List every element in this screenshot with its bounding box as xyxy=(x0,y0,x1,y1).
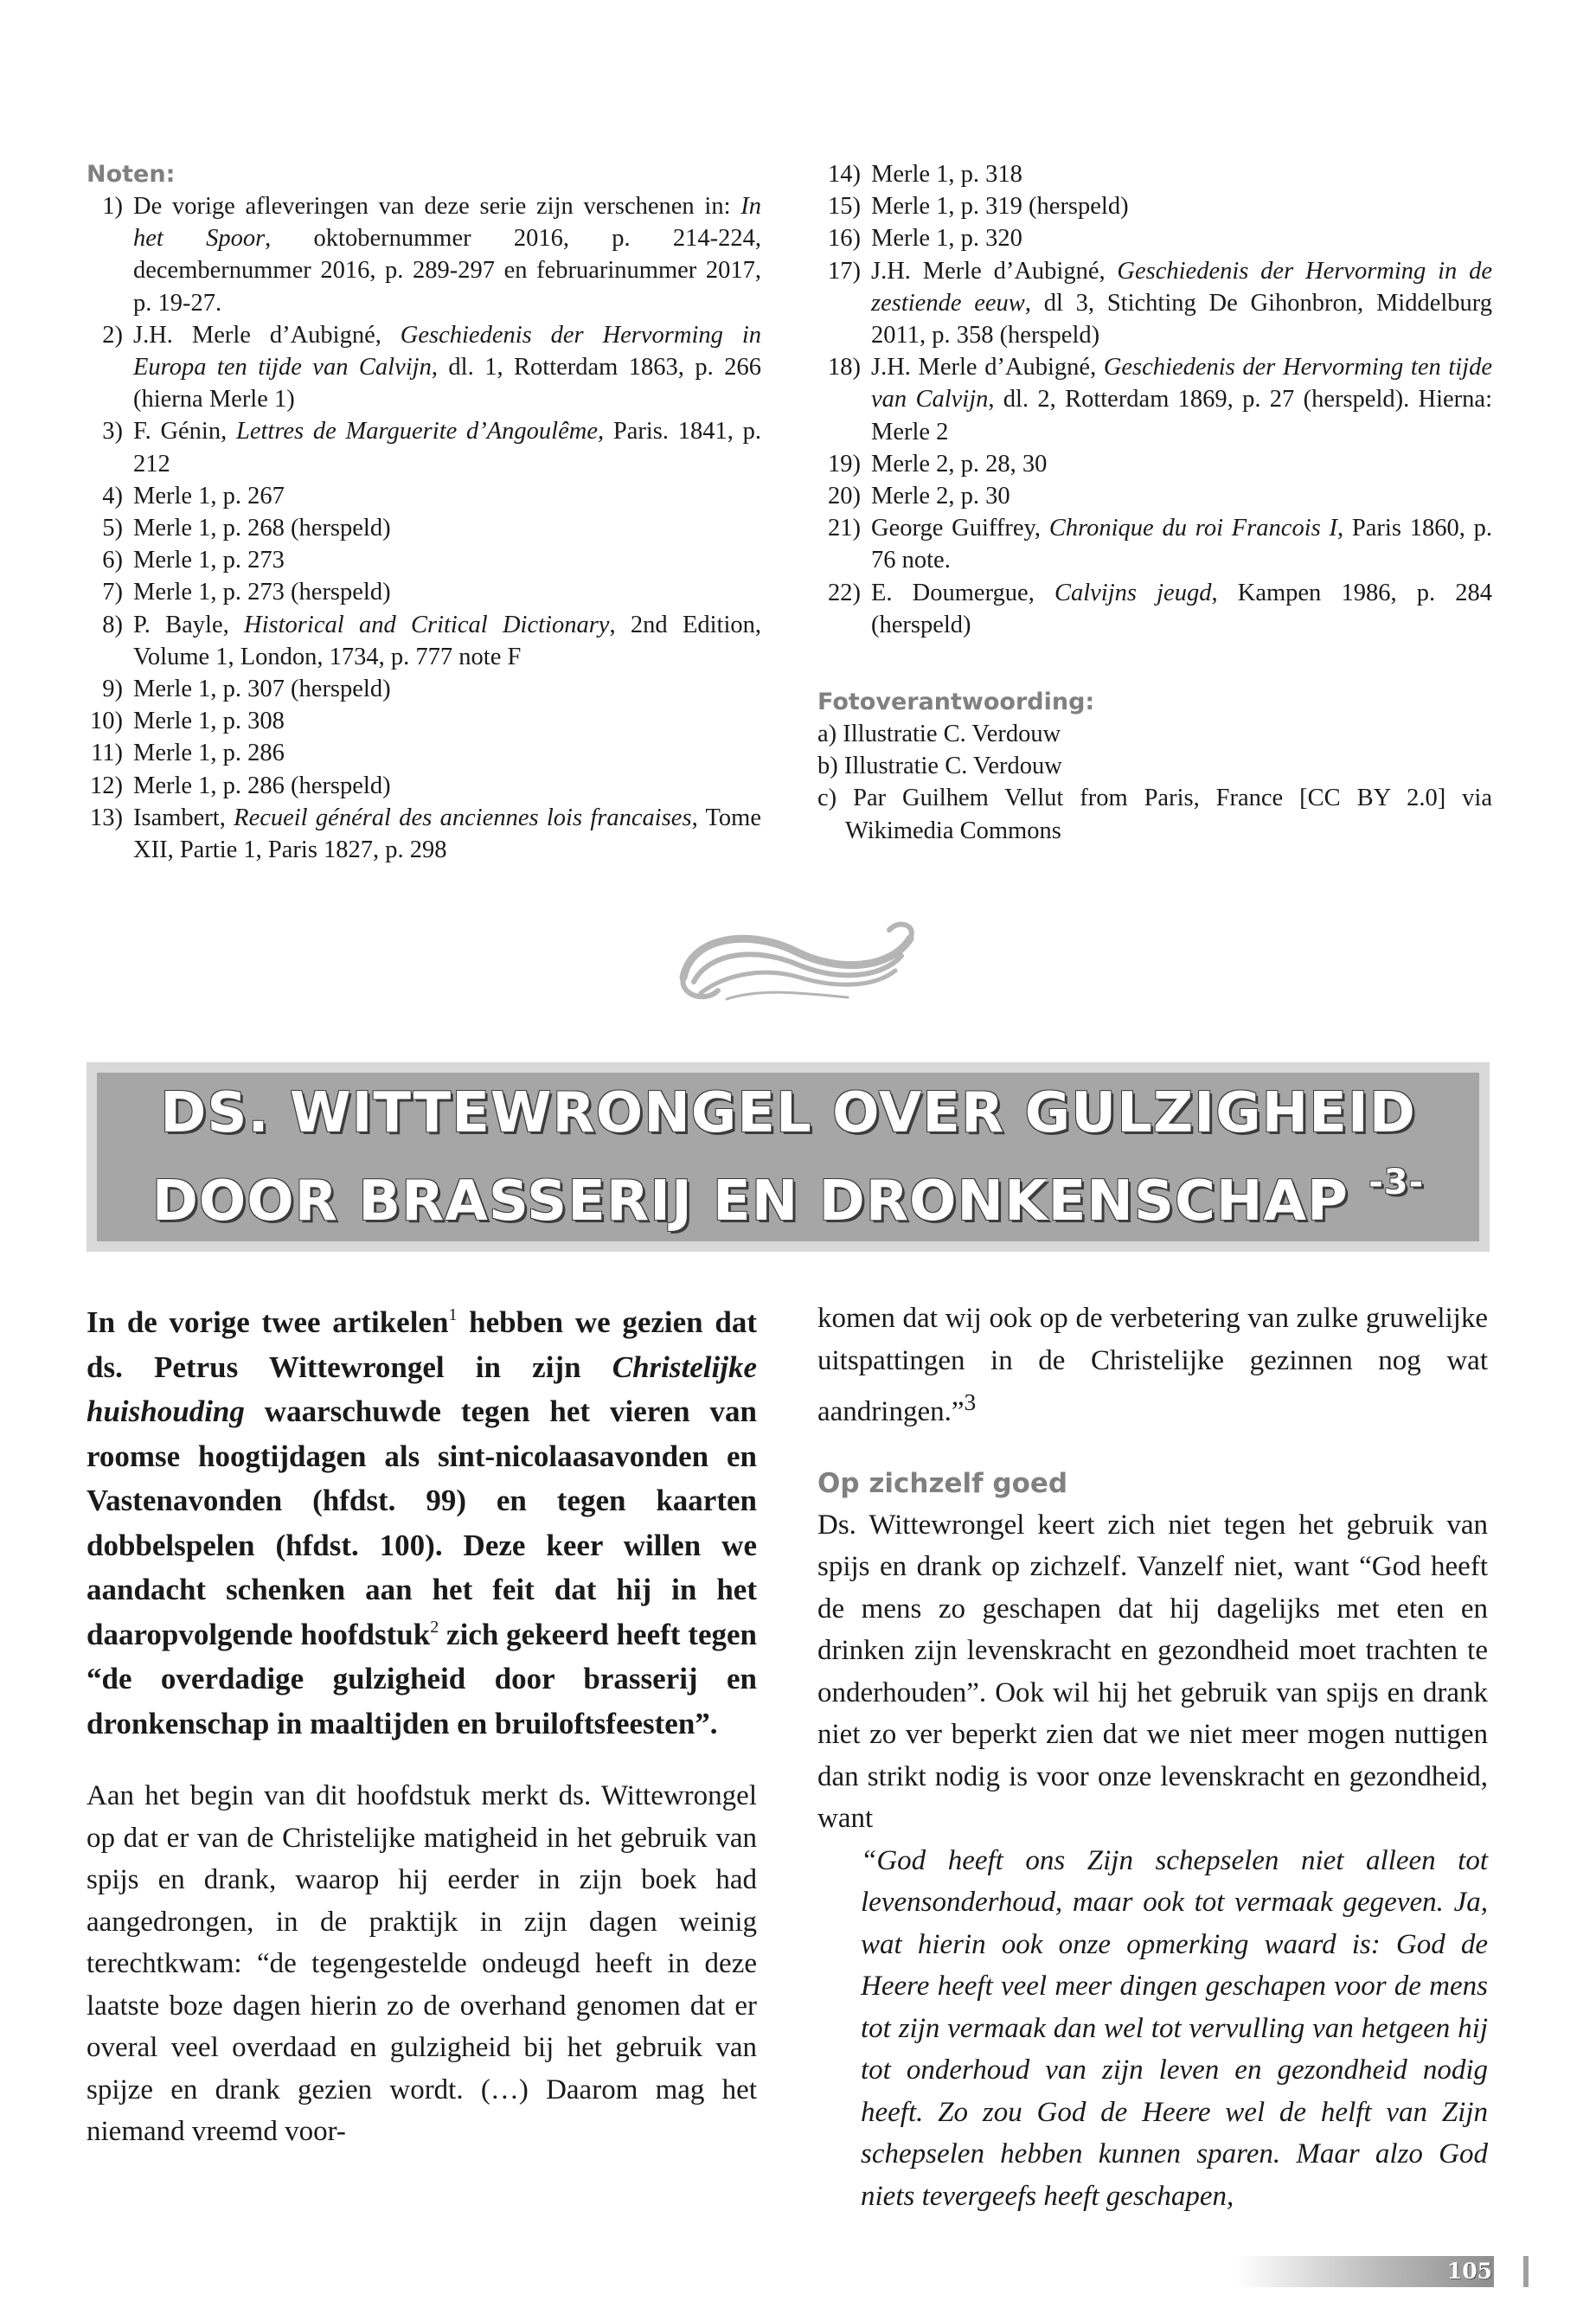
text-run: P. Bayle, xyxy=(133,611,245,638)
note-text xyxy=(871,351,1492,448)
text-run: George Guiffrey, xyxy=(871,515,1049,542)
note-text xyxy=(871,448,1492,480)
text-run: , oktobernummer 2016, p. 214-224, decembernummer 2016, p. 289-297 en februarinummer 2017, p. 19-27. xyxy=(133,225,761,317)
text-run: J.H. Merle d’Aubigné, xyxy=(133,321,401,349)
note-text xyxy=(871,158,1492,190)
page-number: 105 xyxy=(1446,2259,1492,2284)
note-number: 18) xyxy=(828,354,861,381)
note-item xyxy=(87,190,761,319)
credits-heading: Fotoverantwoording: xyxy=(817,689,1095,716)
note-number: 1) xyxy=(102,193,123,220)
note-text xyxy=(133,190,761,319)
note-number: 16) xyxy=(828,225,861,253)
text-run: Merle 1, p. 286 xyxy=(133,740,285,767)
note-item xyxy=(87,770,761,802)
text-run: Merle 1, p. 320 xyxy=(871,225,1022,253)
section-subheading: Op zichzelf goed xyxy=(817,1467,1068,1499)
note-item xyxy=(817,577,1492,641)
credit-item: b) Illustratie C. Verdouw xyxy=(817,753,1062,780)
note-text xyxy=(871,190,1492,222)
article-paragraph: Ds. Wittewrongel keert zich niet tegen het gebruik van spijs en drank op zichzelf. Vanzelf niet, want “God heeft de mens zo geschapen dat hij dagelijks met eten en drinken zijn levenskracht en gezondheid moet trachten te onderhouden”. Ook wil hij het gebruik van spijs en drank niet zo ver beperkt zien dat we niet meer mogen nuttigen dan strikt nodig is voor onze levenskracht en gezondheid, want xyxy=(817,1509,1488,1834)
text-run: E. Doumergue, xyxy=(871,579,1054,606)
note-number: 14) xyxy=(828,161,861,188)
title-line-2 xyxy=(152,1148,1425,1236)
note-number: 15) xyxy=(828,193,861,221)
text-run: J.H. Merle d’Aubigné, xyxy=(871,257,1118,285)
credit-item: a) Illustratie C. Verdouw xyxy=(817,721,1061,748)
article-title xyxy=(97,1073,1479,1241)
photo-credits xyxy=(817,686,1492,847)
note-number: 13) xyxy=(90,804,123,831)
note-number: 7) xyxy=(102,579,123,606)
note-item xyxy=(87,319,761,416)
note-item xyxy=(87,480,761,512)
note-text xyxy=(871,480,1492,512)
note-text xyxy=(133,415,761,479)
text-run: Merle 2, p. 30 xyxy=(871,483,1010,510)
note-item xyxy=(817,351,1492,448)
note-text xyxy=(133,576,761,608)
credit-item: c) Par Guilhem Vellut from Paris, France [CC BY 2.0] via Wikimedia Commons xyxy=(817,785,1492,844)
text-run: In de vorige twee artikelen xyxy=(87,1305,449,1339)
notes-right-column xyxy=(817,158,1492,847)
note-number: 11) xyxy=(91,740,123,767)
text-run: Merle 1, p. 267 xyxy=(133,482,285,510)
note-item xyxy=(87,576,761,608)
note-number: 9) xyxy=(102,676,123,703)
note-item xyxy=(817,480,1492,512)
note-item xyxy=(87,512,761,544)
article-right-column xyxy=(817,1298,1488,2217)
text-run: , 2nd Edition, Volume 1, London, 1734, p. 777 note F xyxy=(133,611,761,670)
italic-text: Geschiedenis der Hervorming ten tijde van Calvijn xyxy=(871,354,1492,413)
note-number: 12) xyxy=(90,772,123,799)
footnote-marker: 1 xyxy=(448,1305,458,1324)
note-text xyxy=(871,222,1492,254)
article-paragraph: Aan het begin van dit hoofdstuk merkt ds. Wittewrongel op dat er van de Christelijke matigheid in het gebruik van spijs en drank, waarop hij eerder in zijn boek had aangedrongen, in de praktijk in zijn dagen weinig terechtkwam: “de tegengestelde ondeugd heeft in deze laatste boze dagen hierin zo de overhand genomen dat er overal veel overdaad en gulzigheid bij het gebruik van spijze en drank gezien wordt. (…) Daarom mag het niemand vreemd voor- xyxy=(87,1780,757,2147)
text-run: Merle 1, p. 307 (herspeld) xyxy=(133,676,391,703)
note-item xyxy=(817,190,1492,222)
note-item xyxy=(87,673,761,705)
text-run: J.H. Merle d’Aubigné, xyxy=(871,354,1104,381)
article-left-column xyxy=(87,1300,757,2153)
note-number: 5) xyxy=(102,515,123,542)
text-run: zich gekeerd heeft tegen “de overdadige gulzigheid door brasserij en dronkenschap in maaltijden en bruiloftsfeesten”. xyxy=(87,1617,757,1740)
italic-text: Lettres de Marguerite d’Angoulême, xyxy=(235,418,605,445)
title-line-1: DS. WITTEWRONGEL OVER GULZIGHEID xyxy=(160,1080,1416,1145)
note-number: 10) xyxy=(90,708,123,735)
note-number: 22) xyxy=(828,579,861,606)
note-text xyxy=(871,577,1492,641)
note-item xyxy=(87,609,761,673)
block-quote: “God heeft ons Zijn schepselen niet alleen tot levensonderhoud, maar ook tot vermaak gegeven. Ja, wat hierin ook onze opmerking waard is: God de Heere heeft veel meer dingen geschapen voor de mens tot zijn vermaak dan wel tot vervulling van hetgeen hij tot onderhoud van zijn leven en gezondheid nodig heeft. Zo zou God de Heere wel de helft van Zijn schepselen hebben kunnen sparen. Maar alzo God niets tevergeefs heeft geschapen, xyxy=(861,1844,1488,2212)
note-number: 20) xyxy=(828,483,861,510)
text-run: , Kampen 1986, p. 284 (herspeld) xyxy=(871,579,1492,638)
note-text xyxy=(133,609,761,673)
italic-text: Chronique du roi Francois I xyxy=(1048,515,1337,542)
note-text xyxy=(871,255,1492,352)
notes-left-column xyxy=(87,158,761,866)
note-number: 8) xyxy=(102,611,123,638)
note-text xyxy=(133,480,761,512)
italic-text: Historical and Critical Dictionary xyxy=(244,611,610,638)
text-run: , Tome XII, Partie 1, Paris 1827, p. 298 xyxy=(133,804,761,864)
text-run: , Paris 1860, p. 76 note. xyxy=(871,515,1493,574)
note-item xyxy=(817,158,1492,190)
note-text xyxy=(133,737,761,769)
note-number: 3) xyxy=(102,418,123,445)
note-item xyxy=(817,255,1492,352)
footnote-marker: 2 xyxy=(430,1617,439,1637)
note-text xyxy=(133,673,761,705)
note-item xyxy=(87,544,761,576)
note-number: 19) xyxy=(828,450,861,478)
note-number: 17) xyxy=(828,257,861,285)
note-item xyxy=(817,512,1492,576)
italic-text: Calvijns jeugd xyxy=(1054,579,1212,606)
note-number: 21) xyxy=(828,515,861,542)
note-text xyxy=(133,802,761,866)
text-run: Isambert, xyxy=(133,804,234,831)
note-text xyxy=(871,512,1492,576)
note-text xyxy=(133,512,761,544)
text-run: , dl. 2, Rotterdam 1869, p. 27 (herspeld). Hierna: Merle 2 xyxy=(871,386,1492,445)
note-text xyxy=(133,319,761,416)
article-paragraph-continued xyxy=(817,1298,1488,1433)
note-item xyxy=(87,737,761,769)
title-line-2-text: DOOR BRASSERIJ EN DRONKENSCHAP xyxy=(151,1169,1349,1234)
text-run: F. Génin, xyxy=(133,418,236,445)
text-run: Merle 1, p. 268 (herspeld) xyxy=(133,515,391,542)
note-number: 4) xyxy=(102,482,123,510)
italic-text: In het Spoor xyxy=(133,193,761,253)
article-title-banner xyxy=(87,1062,1490,1252)
text-run: Paris. 1841, p. 212 xyxy=(133,418,761,478)
text-run: , dl 3, Stichting De Gihonbron, Middelburg 2011, p. 358 (herspeld) xyxy=(871,289,1492,349)
notes-list-right xyxy=(817,158,1492,641)
swirl-ornament-icon xyxy=(675,917,921,1008)
note-item xyxy=(817,448,1492,480)
italic-text: Geschiedenis der Hervorming in de zestiende eeuw xyxy=(871,257,1492,317)
text-run: De vorige afleveringen van deze serie zijn verschenen in: xyxy=(133,193,741,220)
text-run: Merle 1, p. 286 (herspeld) xyxy=(133,772,391,799)
footnote-marker: 3 xyxy=(964,1388,977,1415)
italic-text: Geschiedenis der Hervorming in Europa ten tijde van Calvijn xyxy=(133,321,761,381)
note-item xyxy=(817,222,1492,254)
note-text xyxy=(133,705,761,737)
text-run: Merle 1, p. 308 xyxy=(133,708,285,735)
title-part-number: -3- xyxy=(1368,1162,1425,1202)
text-run: Merle 1, p. 319 (herspeld) xyxy=(871,193,1129,221)
note-text xyxy=(133,544,761,576)
text-run: waarschuwde tegen het vieren van roomse hoogtijdagen als sint-nicolaasavonden en Vastenavonden (hfdst. 99) en tegen kaarten dobbelspelen (hfdst. 100). Deze keer willen we aandacht schenken aan het feit dat hij in het daaropvolgende hoofdstuk xyxy=(87,1394,757,1651)
italic-text: Recueil général des anciennes lois francaises xyxy=(234,804,692,831)
note-item xyxy=(87,802,761,866)
text-run: komen dat wij ook op de verbetering van zulke gruwelijke uitspattingen in de Christelijke gezinnen nog wat aandringen.” xyxy=(817,1303,1488,1427)
text-run: Merle 2, p. 28, 30 xyxy=(871,450,1048,478)
text-run: , dl. 1, Rotterdam 1863, p. 266 (hierna Merle 1) xyxy=(133,354,761,413)
text-run: Merle 1, p. 273 xyxy=(133,547,285,574)
note-item xyxy=(87,415,761,479)
text-run: Merle 1, p. 273 (herspeld) xyxy=(133,579,391,606)
article-lead xyxy=(87,1300,757,1746)
notes-heading: Noten: xyxy=(87,161,176,188)
page-number-tick xyxy=(1523,2256,1529,2287)
note-number: 2) xyxy=(102,321,123,349)
text-run: Merle 1, p. 318 xyxy=(871,161,1022,188)
note-number: 6) xyxy=(102,547,123,574)
italic-text: Christelijke huishouding xyxy=(87,1349,757,1428)
notes-list-left xyxy=(87,190,761,866)
note-item xyxy=(87,705,761,737)
note-text xyxy=(133,770,761,802)
text-run: hebben we gezien dat ds. Petrus Wittewrongel in zijn xyxy=(87,1305,757,1384)
